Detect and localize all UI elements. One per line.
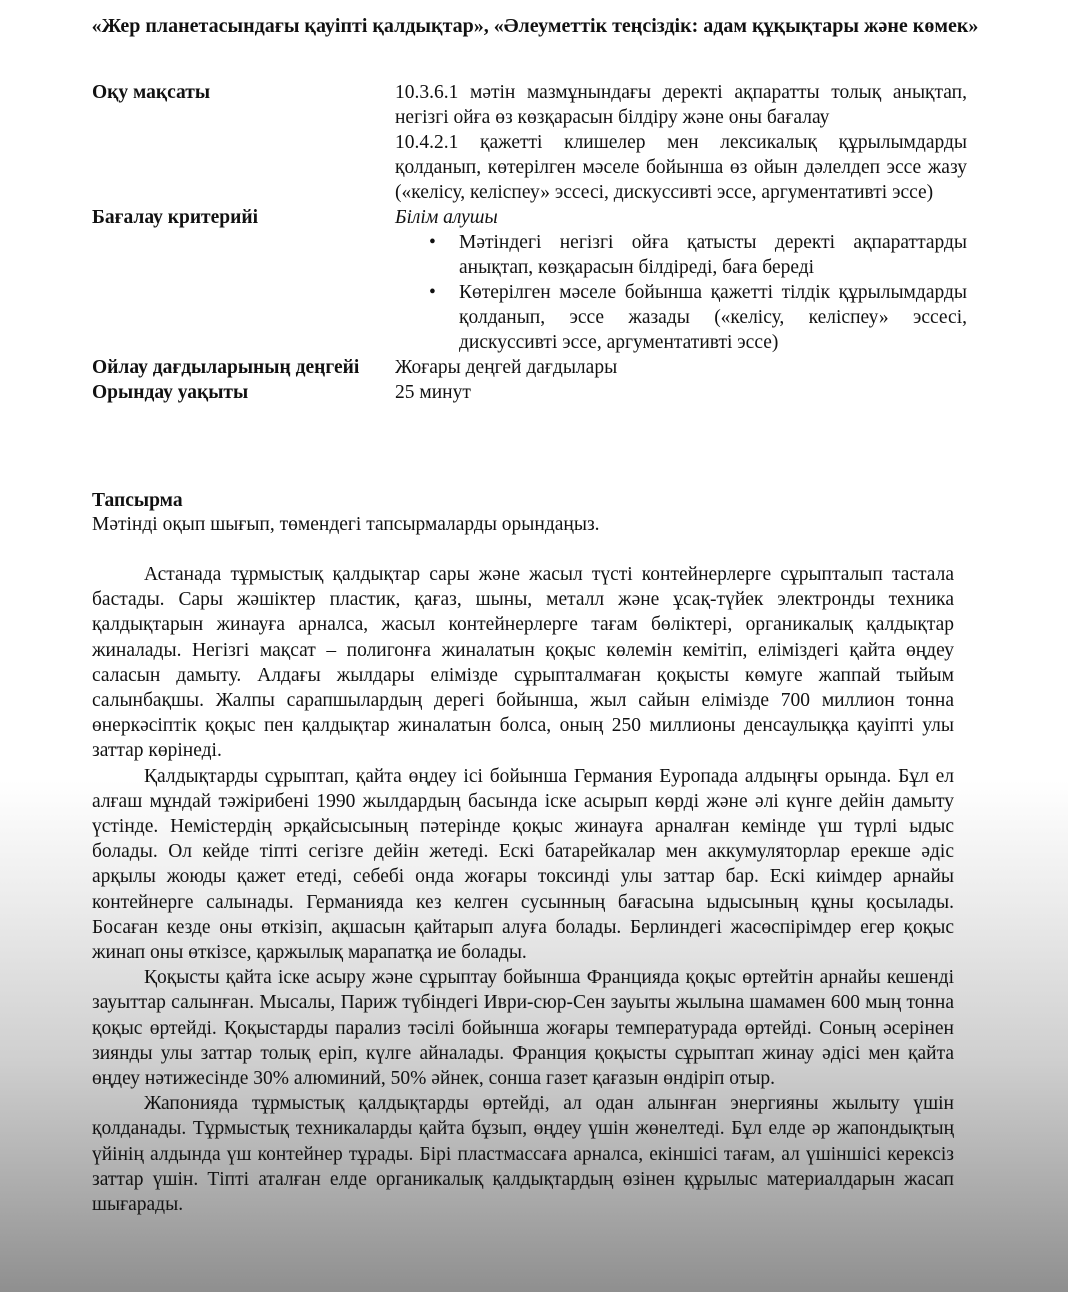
paragraph: Қоқысты қайта іске асыру және сұрыптау бойынша Францияда қоқыс өртейтін арнайы кешенді зауыттар салынған. Мысалы, Париж түбіндегі Иври-сюр-Сен зауыты жылына шамамен 600 мың тонна қоқыс өртейді. Қоқыстарды парализ тәсілі бойынша жоғары температурада өртейді. Соның әсерінен зиянды улы заттар толық еріп, күлге айналады. Франция қоқысты сұрыптап жинау әдісі мен қайта өңдеу нәтижесінде 30% алюминий, 50% әйнек, сонша газет қағазын өндіріп отыр. — [92, 967, 954, 1090]
criteria-row — [92, 205, 972, 355]
thinking-level-row — [92, 355, 972, 380]
criteria-value — [395, 205, 967, 355]
learning-goal-item: 10.4.2.1 қажетті клишелер мен лексикалық құрылымдарды қолданып, көтерілген мәселе бойынша өз ойын дәлелдеп эссе жазу («келісу, келіспеу» эссесі, дискуссивті эссе, аргументативті эссе) — [395, 132, 967, 203]
task-instruction: Мәтінді оқып шығып, төмендегі тапсырмаларды орындаңыз. — [92, 514, 600, 535]
thinking-level-value: Жоғары деңгей дағдылары — [395, 357, 618, 378]
document-title: «Жер планетасындағы қауіпті қалдықтар», «Әлеуметтік теңсіздік: адам құқықтары және көмек» — [91, 15, 979, 37]
task-heading: Тапсырма — [92, 490, 183, 511]
bullet-icon: • — [429, 282, 436, 303]
paragraph: Жапонияда тұрмыстық қалдықтарды өртейді, ал одан алынған энергияны жылыту үшін қолданады. Тұрмыстық техникаларды қайта бұзып, өңдеу үшін жөнелтеді. Бұл елде әр жапондықтың үйінің алдында үш контейнер тұрады. Бірі пластмассаға арналса, екіншісі тағам, ал үшіншісі керексіз заттар үшін. Тіпті аталған елде органикалық қалдықтардың өзінен құрылыс материалдарын жасап шығарады. — [92, 1093, 954, 1216]
learning-goal-row — [92, 80, 972, 205]
time-value: 25 минут — [395, 382, 471, 403]
time-label: Орындау уақыты — [92, 382, 249, 403]
criteria-item — [395, 230, 967, 280]
lesson-info-table — [92, 80, 972, 405]
bullet-icon: • — [429, 232, 436, 253]
criteria-item-text: Көтерілген мәселе бойынша қажетті тілдік құрылымдарды қолданып, эссе жазады («келісу, келіспеу» эссесі, дискуссивті эссе, аргументативті эссе) — [459, 282, 967, 353]
criteria-item-text: Мәтіндегі негізгі ойға қатысты деректі ақпараттарды анықтап, көзқарасын білдіреді, баға береді — [459, 232, 967, 278]
learning-goal-value — [395, 80, 967, 205]
criteria-item — [395, 280, 967, 355]
learning-goal-label: Оқу мақсаты — [92, 82, 211, 103]
paragraph: Астанада тұрмыстық қалдықтар сары және жасыл түсті контейнерлерге сұрыпталып тастала бастады. Сары жәшіктер пластик, қағаз, шыны, металл және ұсақ-түйек электронды техника қалдықтарын жинауға арналса, жасыл контейнерлерге тағам бөліктері, органикалық қалдықтар жиналады. Негізгі мақсат – полигонға жиналатын қоқыс көлемін кемітіп, еліміздегі қайта өңдеу саласын дамыту. Алдағы жылдары елімізде сұрыпталмаған қоқысты көмуге жаппай тыйым салынбақшы. Жалпы сарапшылардың дерегі бойынша, жыл сайын елімізде 700 миллион тонна өнеркәсіптік қоқыс пен қалдықтар жиналатын болса, оның 250 миллионы денсаулыққа қауіпті улы заттар көрінеді. — [92, 564, 954, 762]
paragraph: Қалдықтарды сұрыптап, қайта өңдеу ісі бойынша Германия Еуропада алдыңғы орында. Бұл ел алғаш мұндай тәжірибені 1990 жылдардың басында іске асырып көрді және әлі күнге дейін дамыту үстінде. Немістердің әрқайсысының пәтерінде қоқыс жинауға арналған кемінде үш түрлі ыдыс болады. Ол кейде тіпті сегізге дейін жетеді. Ескі батарейкалар мен аккумуляторлар ерекше әдіс арқылы жоюды қажет етеді, себебі онда жоғары токсинді улы заттар бар. Ескі киімдер арнайы контейнерге салынады. Германияда кез келген сусынның бағасына ыдысының құны қосылады. Босаған кезде оны өткізіп, ақшасын қайтарып алуға болады. Берлиндегі жасөспірімдер егер қоқыс жинап оны өткізсе, қаржылық марапатқа ие болады. — [92, 765, 954, 964]
criteria-label: Бағалау критерийі — [92, 207, 259, 228]
reading-text — [92, 562, 954, 1217]
learning-goal-item: 10.3.6.1 мәтін мазмұнындағы деректі ақпаратты толық анықтап, негізгі ойға өз көзқарасын білдіру және оны бағалау — [395, 82, 967, 128]
time-row — [92, 380, 972, 405]
thinking-level-label: Ойлау дағдыларының деңгейі — [92, 357, 360, 378]
criteria-list — [395, 230, 967, 355]
criteria-intro: Білім алушы — [395, 207, 498, 228]
